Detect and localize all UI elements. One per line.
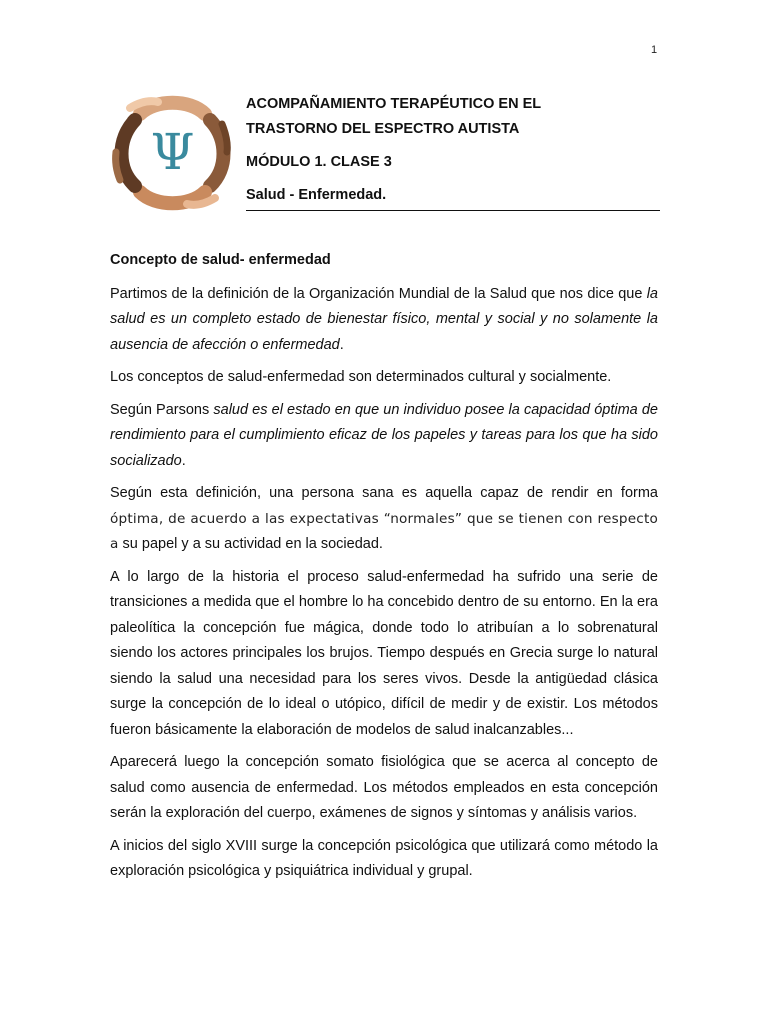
logo xyxy=(110,94,235,212)
parsons-quote: salud es el estado en que un individuo posee la capacidad óptima de rendimiento para el cumplimiento eficaz de los papeles y tareas para los que ha sido socializado xyxy=(110,401,658,469)
paragraph-somato: Aparecerá luego la concepción somato fisiológica que se acerca al concepto de salud como ausencia de enfermedad. Los métodos empleados en esta concepción serán la exploración del cuerpo, exámenes de signos y síntomas y análisis varios. xyxy=(110,754,658,821)
module-label: MÓDULO 1. CLASE 3 xyxy=(246,154,392,170)
paragraph-cultural: Los conceptos de salud-enfermedad son determinados cultural y socialmente. xyxy=(110,369,612,385)
paragraph-psychological: A inicios del siglo XVIII surge la concepción psicológica que utilizará como método la exploración psicológica y psiquiátrica individual y grupal. xyxy=(110,837,658,879)
psi-hands-circle-icon xyxy=(110,94,235,212)
section-heading: Concepto de salud- enfermedad xyxy=(110,252,331,268)
psi-glyph: Ψ xyxy=(150,123,195,181)
course-title-line1: ACOMPAÑAMIENTO TERAPÉUTICO EN EL xyxy=(246,96,542,112)
header-divider xyxy=(246,210,660,211)
paragraph-oms-definition: Partimos de la definición de la Organización Mundial de la Salud que nos dice que la salud es un completo estado de bienestar físico, mental y social y no solamente la ausencia de afección o enfermedad. xyxy=(110,285,658,353)
course-title-line2: TRASTORNO DEL ESPECTRO AUTISTA xyxy=(246,121,520,137)
page-number: 1 xyxy=(651,44,658,56)
course-title xyxy=(246,92,660,142)
oms-quote: la salud es un completo estado de bienestar físico, mental y social y no solamente la ausencia de afección o enfermedad xyxy=(110,285,658,353)
paragraph-healthy-person: Según esta definición, una persona sana es aquella capaz de rendir en forma óptima, de acuerdo a las expectativas “normales” que se tienen con respecto a su papel y a su actividad en la sociedad. xyxy=(110,485,658,552)
paragraph-history: A lo largo de la historia el proceso salud-enfermedad ha sufrido una serie de transiciones a medida que el hombre lo ha concebido dentro de su entorno. En la era paleolítica la concepción fue mágica, donde todo lo atribuían a lo sobrenatural siendo los actores principales los brujos. Tiempo después en Grecia surge lo natural siendo la salud una necesidad para los seres vivos. Desde la antigüedad clásica surge la concepción de lo ideal o utópico, difícil de medir y de existir. Los métodos fueron básicamente la elaboración de modelos de salud inalcanzables... xyxy=(110,568,658,738)
document-header xyxy=(246,92,660,208)
paragraph-parsons: Según Parsons salud es el estado en que un individuo posee la capacidad óptima de rendimiento para el cumplimiento eficaz de los papeles y tareas para los que ha sido socializado. xyxy=(110,401,658,469)
class-subtitle: Salud - Enfermedad. xyxy=(246,187,387,203)
document-body xyxy=(110,248,658,892)
